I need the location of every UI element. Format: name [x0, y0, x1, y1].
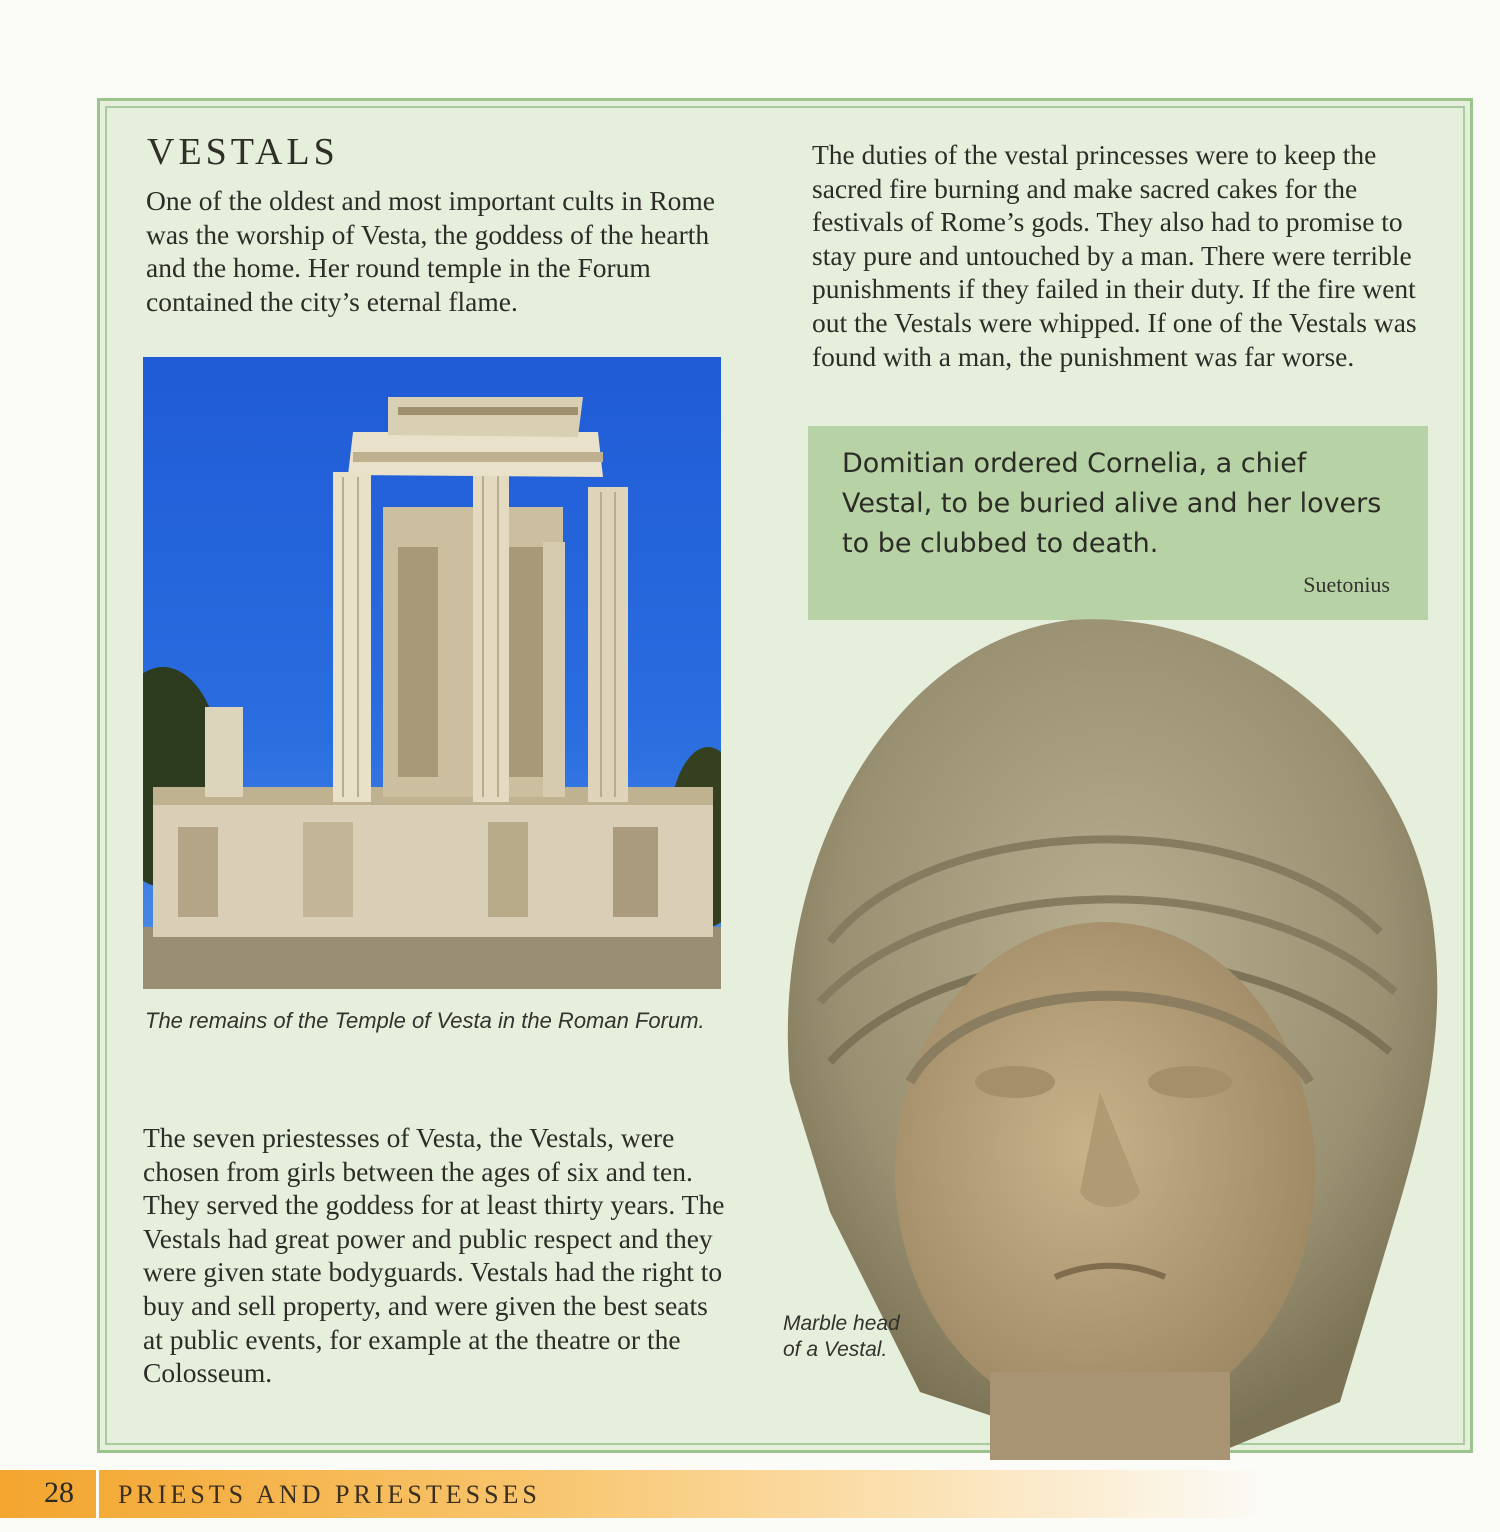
- head-photo-caption: Marble head of a Vestal.: [783, 1312, 900, 1361]
- footer-divider: [96, 1470, 99, 1518]
- page-footer: [0, 1470, 1500, 1518]
- section-title: PRIESTS AND PRIESTESSES: [118, 1480, 541, 1509]
- page-number: 28: [44, 1476, 74, 1509]
- priestesses-paragraph: The seven priestesses of Vesta, the Vestals, were chosen from girls between the ages of six and ten. They served the goddess for at least thirty years. The Vestals had great power and public respect and they were given state bodyguards. Vestals had the right to buy and sell property, and were given the best seats at public events, for example at the theatre or the Colosseum.: [143, 1122, 725, 1389]
- page-title: VESTALS: [147, 131, 339, 173]
- temple-photo-caption: The remains of the Temple of Vesta in the Roman Forum.: [145, 1008, 705, 1033]
- quote-author: Suetonius: [1303, 572, 1390, 597]
- quote-box: [808, 426, 1428, 620]
- quote-text: Domitian ordered Cornelia, a chief Vestal, to be buried alive and her lovers to be clubbed to death.: [842, 448, 1382, 559]
- temple-of-vesta-photo: [143, 357, 721, 989]
- duties-paragraph: The duties of the vestal princesses were to keep the sacred fire burning and make sacred cakes for the festivals of Rome’s gods. They also had to promise to stay pure and untouched by a man. There were terrible punishments if they failed in their duty. If the fire went out the Vestals were whipped. If one of the Vestals was found with a man, the punishment was far worse.: [812, 139, 1417, 372]
- intro-paragraph: One of the oldest and most important cults in Rome was the worship of Vesta, the goddess of the hearth and the home. Her round temple in the Forum contained the city’s eternal flame.: [146, 185, 716, 317]
